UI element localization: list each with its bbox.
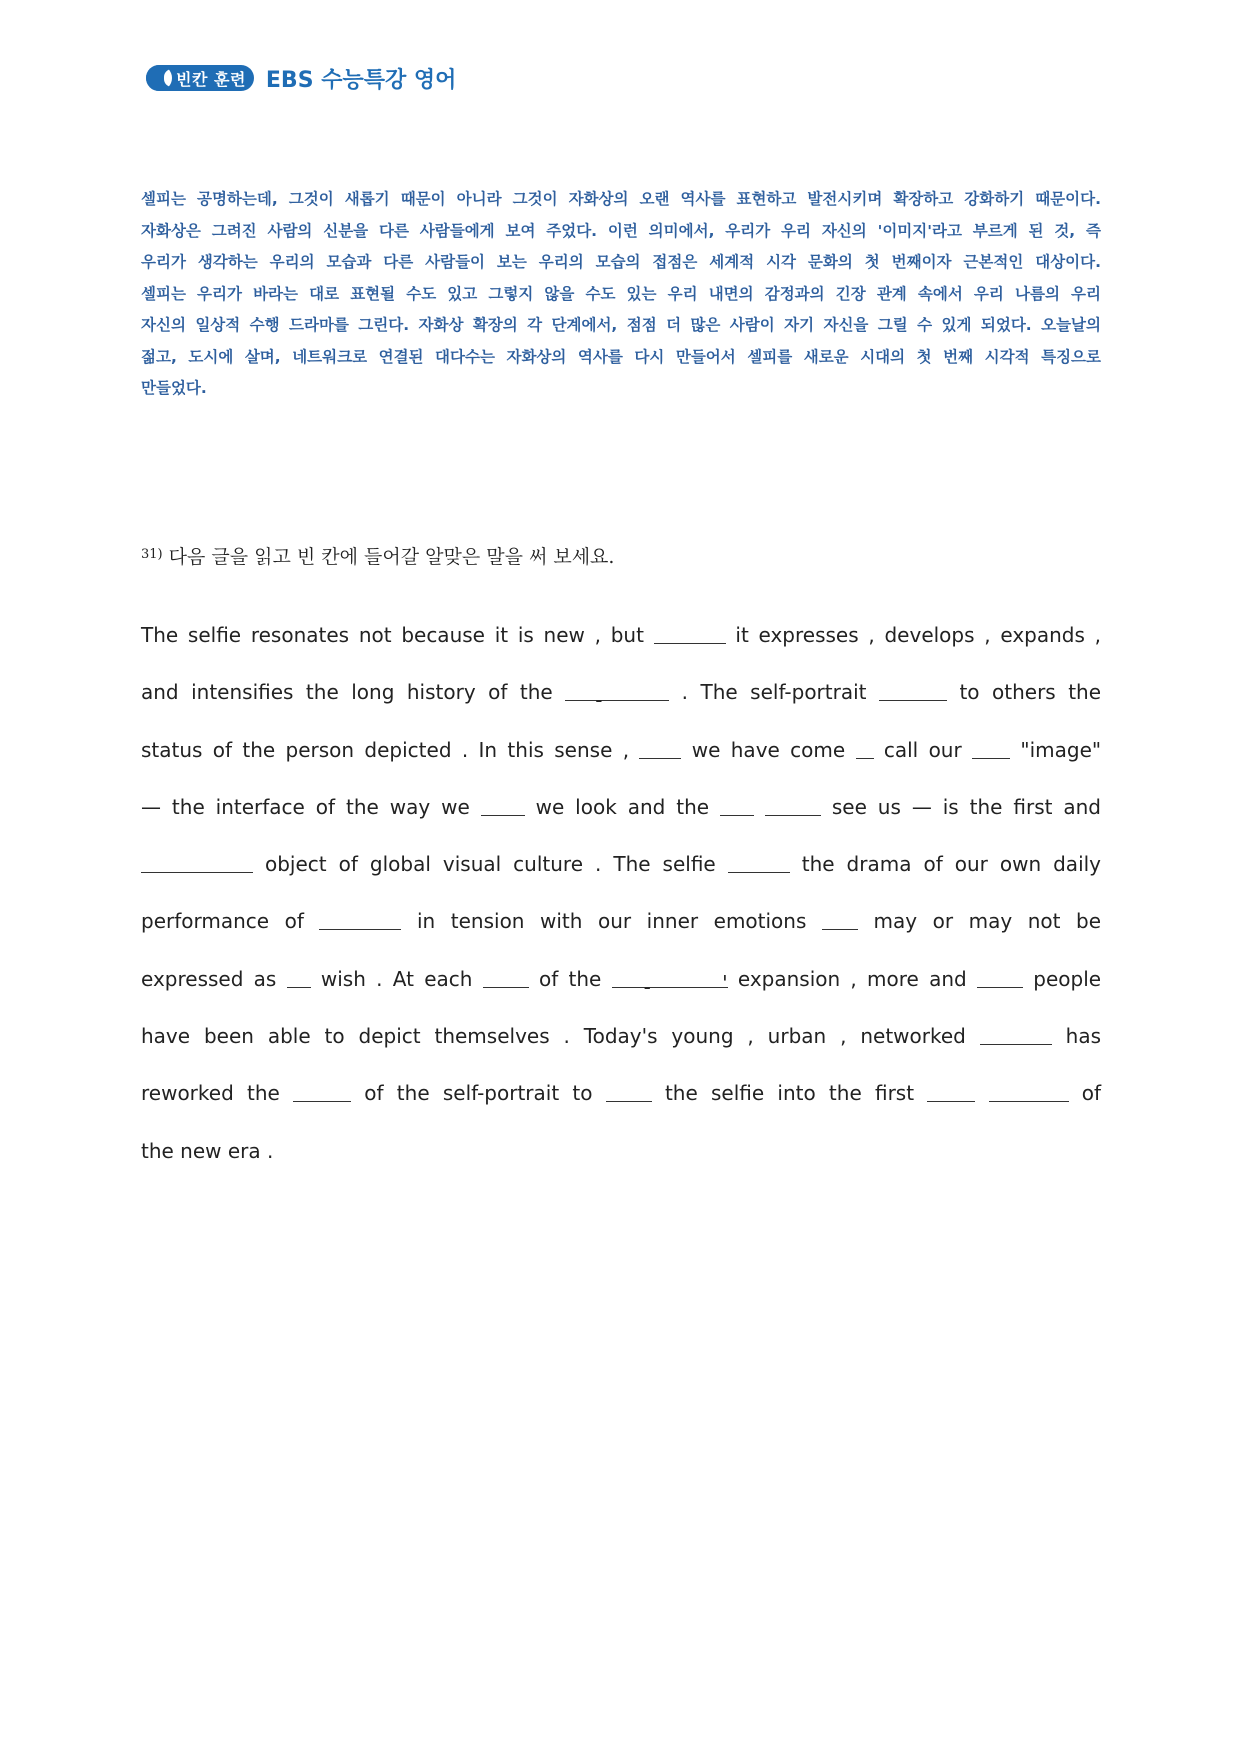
dash-mark: — bbox=[911, 794, 932, 819]
passage-text: of the self-portrait to bbox=[364, 1081, 593, 1106]
translation-line: 젊고, 도시에 살며, 네트워크로 연결된 대다수는 자화상의 역사를 다시 만들어서 셀피를 새로운 시대의 첫 번째 시각적 특징으로 bbox=[141, 347, 1101, 366]
passage-text: call our bbox=[883, 737, 962, 762]
passage-text: the interface of the way we bbox=[171, 794, 470, 819]
passage-text: it expresses , develops , expands , bbox=[735, 623, 1101, 647]
passage-text: expressed as bbox=[141, 966, 277, 991]
blank-field[interactable] bbox=[606, 1083, 652, 1102]
blank-field[interactable] bbox=[612, 969, 728, 999]
hyphen-mark: - bbox=[643, 974, 651, 999]
blank-field[interactable] bbox=[765, 797, 821, 816]
passage-text: we look and the bbox=[535, 794, 710, 819]
passage-text: is the first and bbox=[942, 794, 1101, 819]
blank-field[interactable] bbox=[654, 625, 726, 644]
blank-field[interactable] bbox=[319, 911, 401, 930]
blank-field[interactable] bbox=[639, 740, 681, 759]
passage-text: status of the person depicted . In this sense , bbox=[141, 737, 630, 762]
translation-line: 우리가 생각하는 우리의 모습과 다른 사람들이 보는 우리의 모습의 접점은 세계적 시각 문화의 첫 번째이자 근본적인 대상이다. bbox=[141, 253, 1101, 271]
header bbox=[146, 62, 456, 94]
badge-label: 빈칸 훈련 bbox=[176, 69, 246, 89]
blank-field[interactable] bbox=[720, 797, 754, 816]
passage-text: reworked the bbox=[141, 1081, 280, 1106]
passage-text: we have come bbox=[691, 737, 846, 762]
blank-field[interactable] bbox=[989, 1083, 1069, 1102]
blank-field[interactable] bbox=[980, 1026, 1052, 1045]
passage-line bbox=[141, 722, 1101, 779]
dash-mark: — bbox=[141, 794, 161, 819]
blank-field[interactable] bbox=[728, 854, 790, 873]
passage-text: object of global visual culture . The selfie bbox=[265, 852, 716, 877]
header-title: EBS 수능특강 영어 bbox=[265, 67, 457, 93]
passage-line bbox=[141, 836, 1101, 893]
blank-field[interactable] bbox=[483, 969, 529, 988]
blank-field[interactable] bbox=[293, 1083, 351, 1102]
passage-text: in tension with our inner emotions bbox=[417, 909, 807, 934]
passage-line bbox=[141, 1065, 1101, 1122]
passage-line bbox=[141, 893, 1101, 950]
translation-line: 자화상은 그려진 사람의 신분을 다른 사람들에게 보여 주었다. 이런 의미에서, 우리가 우리 자신의 '이미지'라고 부르게 된 것, 즉 bbox=[141, 221, 1101, 240]
translation-line: 셀피는 공명하는데, 그것이 새롭기 때문이 아니라 그것이 자화상의 오랜 역사를 표현하고 발전시키며 확장하고 강화하기 때문이다. bbox=[141, 190, 1101, 208]
passage-text: has bbox=[1065, 1024, 1102, 1049]
passage-text: have been able to depict themselves . Today's young , urban , networked bbox=[141, 1024, 966, 1049]
passage-text: people bbox=[1033, 966, 1102, 991]
passage-text: . The self-portrait bbox=[681, 680, 867, 705]
badge-circle-icon bbox=[146, 65, 172, 91]
passage-line bbox=[141, 1008, 1101, 1065]
passage-text: The selfie resonates not because it is new , but bbox=[141, 623, 644, 647]
blank-field[interactable] bbox=[879, 682, 947, 701]
blank-field[interactable] bbox=[856, 740, 874, 759]
passage-line bbox=[141, 664, 1101, 721]
passage-text: the selfie into the first bbox=[664, 1081, 915, 1106]
passage-text: expansion , more and bbox=[737, 966, 967, 991]
blank-field[interactable] bbox=[927, 1083, 975, 1102]
blank-field[interactable] bbox=[141, 854, 253, 873]
korean-translation bbox=[141, 184, 1101, 405]
section-badge bbox=[146, 65, 254, 91]
passage-text: the drama of our own daily bbox=[801, 852, 1102, 877]
passage-line bbox=[141, 607, 1101, 664]
blank-field[interactable] bbox=[977, 969, 1023, 988]
passage-text: may or may not be bbox=[873, 909, 1101, 934]
question-prompt bbox=[141, 542, 614, 569]
translation-line: 자신의 일상적 수행 드라마를 그린다. 자화상 확장의 각 단계에서, 점점 더 많은 사람이 자기 자신을 그릴 수 있게 되었다. 오늘날의 bbox=[141, 316, 1101, 334]
translation-line: 셀피는 우리가 바라는 대로 표현될 수도 있고 그렇지 않을 수도 있는 우리 내면의 감정과의 긴장 관계 속에서 우리 나름의 우리 bbox=[141, 284, 1101, 303]
blank-field[interactable] bbox=[972, 740, 1010, 759]
apostrophe-mark: ' bbox=[722, 970, 728, 995]
passage-line bbox=[141, 951, 1101, 1008]
translation-line: 만들었다. bbox=[141, 379, 207, 397]
fill-in-passage bbox=[141, 607, 1101, 1180]
passage-text: of the bbox=[538, 966, 602, 991]
blank-field[interactable] bbox=[565, 682, 669, 713]
passage-text: "image" bbox=[1020, 737, 1102, 762]
passage-text: performance of bbox=[141, 909, 304, 934]
question-text: 다음 글을 읽고 빈 칸에 들어갈 알맞은 말을 써 보세요. bbox=[168, 546, 615, 568]
blank-field[interactable] bbox=[481, 797, 525, 816]
passage-text: the new era . bbox=[141, 1138, 274, 1163]
blank-field[interactable] bbox=[287, 969, 311, 988]
hyphen-mark: - bbox=[595, 688, 603, 713]
passage-line bbox=[141, 779, 1101, 836]
passage-text: to others the bbox=[959, 680, 1102, 705]
blank-field[interactable] bbox=[822, 911, 858, 930]
passage-text: and intensifies the long history of the bbox=[141, 680, 553, 705]
passage-text: wish . At each bbox=[320, 966, 473, 991]
passage-line bbox=[141, 1123, 1101, 1180]
passage-text: of bbox=[1081, 1081, 1102, 1106]
question-number: 31) bbox=[141, 547, 163, 562]
passage-text: see us bbox=[831, 794, 901, 819]
